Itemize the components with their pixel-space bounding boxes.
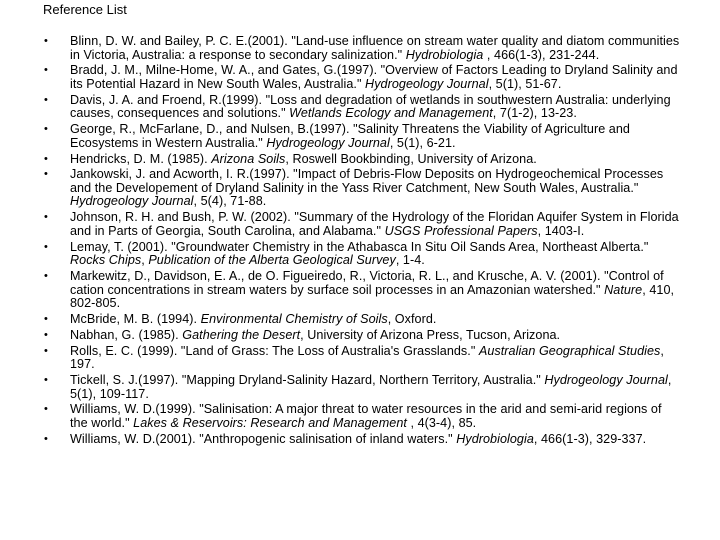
reference-italic-title: Lakes & Reservoirs: Research and Management — [133, 415, 407, 430]
bullet-icon: • — [44, 312, 48, 325]
reference-text-part: Hendricks, D. M. (1985). — [70, 151, 212, 166]
reference-item — [0, 403, 720, 430]
reference-text-part: McBride, M. B. (1994). — [70, 311, 201, 326]
bullet-icon: • — [44, 240, 48, 253]
page-title: Reference List — [43, 2, 127, 17]
reference-text-part: Williams, W. D.(1999). "Salinisation: A major threat to water resources in the arid and semi-arid regions of the world." — [70, 402, 662, 430]
reference-text-part: , 5(1), 51-67. — [488, 76, 562, 91]
bullet-icon: • — [44, 373, 48, 386]
reference-text — [70, 34, 679, 62]
reference-italic-title: Hydrogeology Journal — [266, 135, 390, 150]
reference-text-part: , 4(3-4), 85. — [406, 415, 477, 430]
reference-italic-title: Hydrobiologia — [405, 47, 484, 62]
reference-text-part: , 466(1-3), 231-244. — [483, 47, 600, 62]
reference-italic-title: Arizona Soils — [211, 151, 286, 166]
reference-italic-title: Gathering the Desert — [182, 327, 301, 342]
reference-italic-title: Nature — [604, 282, 643, 297]
reference-italic-title: Hydrogeology Journal — [544, 372, 668, 387]
reference-text — [70, 269, 674, 310]
reference-text-part: George, R., McFarlane, D., and Nulsen, B.(1997). "Salinity Threatens the Viability of Agriculture and Ecosystems in Western Australia." — [70, 122, 630, 150]
reference-text-part: , 5(1), 6-21. — [389, 135, 456, 150]
reference-italic-title: Wetlands Ecology and Management — [289, 106, 493, 121]
reference-text-part: , — [141, 253, 149, 268]
reference-text-part: Blinn, D. W. and Bailey, P. C. E.(2001). "Land-use influence on stream water quality and diatom communities in Victoria, Australia: a response to secondary salinization." — [70, 34, 680, 62]
reference-text-part: Jankowski, J. and Acworth, I. R.(1997). "Impact of Debris-Flow Deposits on Hydrogeochemical Processes and the Developement of Dryland Salinity in the Yass River Catchment, New South Wales, Australia." — [70, 167, 664, 195]
reference-text-part: , Roswell Bookbinding, University of Arizona. — [285, 151, 537, 166]
reference-item — [0, 374, 720, 401]
reference-text-part: Rolls, E. C. (1999). "Land of Grass: The Loss of Australia's Grasslands." — [70, 343, 479, 358]
reference-text-part: , 197. — [70, 343, 664, 372]
reference-text — [70, 167, 663, 208]
reference-italic-title: Australian Geographical Studies — [478, 343, 661, 358]
reference-text — [70, 152, 537, 166]
bullet-icon: • — [44, 152, 48, 165]
reference-text — [70, 432, 646, 446]
bullet-icon: • — [44, 35, 48, 47]
reference-text — [70, 402, 662, 430]
bullet-icon: • — [44, 168, 48, 181]
reference-italic-title: Hydrobiologia — [456, 431, 534, 446]
bullet-icon: • — [44, 64, 48, 77]
reference-text — [70, 373, 671, 401]
reference-item — [0, 345, 720, 372]
reference-text — [70, 328, 560, 342]
reference-item — [0, 94, 720, 121]
reference-text-part: , 410, 802-805. — [70, 282, 675, 311]
reference-item — [0, 329, 720, 343]
reference-item — [0, 313, 720, 327]
reference-text-part: Johnson, R. H. and Bush, P. W. (2002). "Summary of the Hydrology of the Floridan Aquifer System in Florida and in Parts of Georgia, South Carolina, and Alabama." — [70, 210, 679, 238]
bullet-icon: • — [44, 211, 48, 224]
bullet-icon: • — [44, 123, 48, 136]
reference-item — [0, 433, 720, 447]
reference-text-part: Lemay, T. (2001). "Groundwater Chemistry in the Athabasca In Situ Oil Sands Area, Northeast Alberta." — [70, 239, 649, 254]
reference-text-part: , 1-4. — [395, 253, 425, 268]
reference-text-part: Bradd, J. M., Milne-Home, W. A., and Gates, G.(1997). "Overview of Factors Leading to Dryland Salinity and its Potential Hazard in New South Wales, Australia." — [70, 63, 678, 91]
reference-text — [70, 312, 436, 326]
reference-text-part: Davis, J. A. and Froend, R.(1999). "Loss and degradation of wetlands in southwestern Australia: underlying causes, consequences and solutions." — [70, 92, 671, 121]
reference-text-part: , University of Arizona Press, Tucson, Arizona. — [300, 327, 561, 342]
reference-italic-title: Hydrogeology Journal — [70, 194, 194, 209]
reference-list — [0, 35, 720, 448]
reference-italic-title: Environmental Chemistry of Soils — [200, 311, 388, 326]
reference-item — [0, 64, 720, 91]
reference-text-part: , 7(1-2), 13-23. — [492, 106, 577, 121]
reference-text-part: , Oxford. — [387, 311, 437, 326]
reference-text-part: Tickell, S. J.(1997). "Mapping Dryland-Salinity Hazard, Northern Territory, Australia." — [70, 372, 545, 387]
reference-item — [0, 241, 720, 268]
reference-item — [0, 168, 720, 209]
reference-text-part: , 5(1), 109-117. — [70, 372, 672, 401]
reference-text — [70, 240, 648, 268]
reference-text — [70, 344, 664, 372]
reference-text-part: , 5(4), 71-88. — [193, 194, 267, 209]
reference-italic-title: Publication of the Alberta Geological Survey — [148, 253, 396, 268]
reference-item — [0, 35, 720, 62]
bullet-icon: • — [44, 328, 48, 341]
reference-text-part: , 1403-I. — [537, 223, 585, 238]
bullet-icon: • — [44, 344, 48, 357]
reference-item — [0, 123, 720, 150]
reference-text — [70, 122, 630, 150]
bullet-icon: • — [44, 403, 48, 416]
reference-item — [0, 153, 720, 167]
reference-text-part: Williams, W. D.(2001). "Anthropogenic salinisation of inland waters." — [70, 431, 457, 446]
bullet-icon: • — [44, 93, 48, 106]
reference-italic-title: Rocks Chips — [70, 253, 142, 268]
reference-text-part: , 466(1-3), 329-337. — [533, 431, 647, 446]
bullet-icon: • — [44, 432, 48, 445]
reference-text — [70, 210, 679, 238]
bullet-icon: • — [44, 270, 48, 282]
reference-text — [70, 63, 678, 91]
reference-text — [70, 93, 671, 121]
reference-item — [0, 211, 720, 238]
reference-italic-title: USGS Professional Papers — [384, 223, 538, 238]
reference-text-part: Markewitz, D., Davidson, E. A., de O. Figueiredo, R., Victoria, R. L., and Krusche, A. V. (2001). "Control of cation concentrations in stream waters by surface soil processes in an Amazonian watershed." — [70, 269, 664, 297]
reference-item — [0, 270, 720, 311]
reference-text-part: Nabhan, G. (1985). — [70, 327, 183, 342]
reference-italic-title: Hydrogeology Journal — [365, 76, 489, 91]
